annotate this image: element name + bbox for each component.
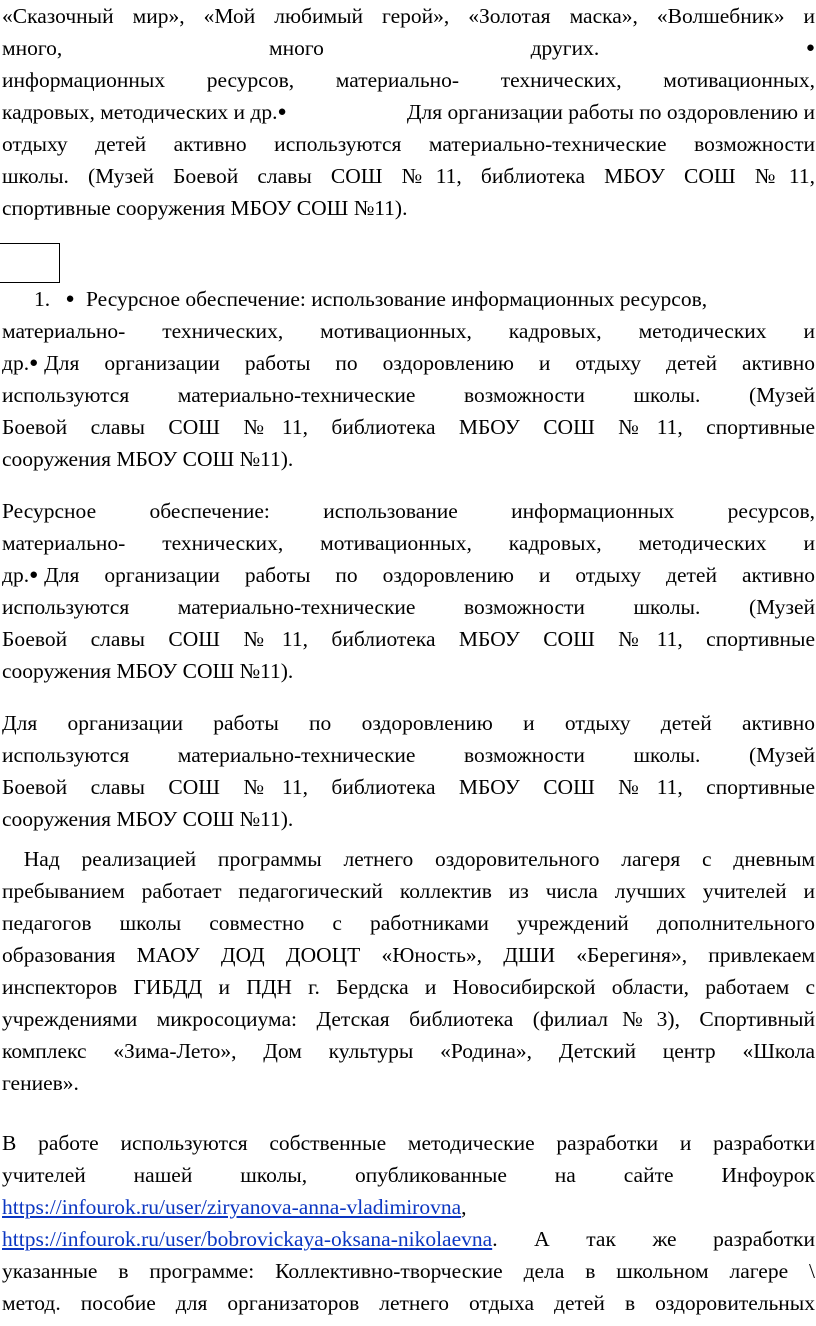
text-line: используются материально-технические возможности школы. (Музей bbox=[2, 743, 815, 767]
text-line: спортивные сооружения МБОУ СОШ №11). bbox=[2, 196, 408, 220]
text-line: используются материально-технические возможности школы. (Музей bbox=[2, 383, 815, 407]
numbered-list-item bbox=[2, 283, 815, 475]
text-line: Боевой славы СОШ №11, библиотека МБОУ СОШ №11, спортивные bbox=[2, 627, 815, 651]
text-line: «Сказочный мир», «Мой любимый герой», «Золотая маска», «Волшебник» и bbox=[2, 4, 815, 28]
text-line: сооружения МБОУ СОШ №11). bbox=[2, 659, 294, 683]
text-line: используются материально-технические возможности школы. (Музей bbox=[2, 595, 815, 619]
text-line: комплекс «Зима-Лето», Дом культуры «Родина», Детский центр «Школа bbox=[2, 1039, 815, 1063]
empty-frame-box bbox=[0, 243, 60, 283]
text-line: Боевой славы СОШ №11, библиотека МБОУ СОШ №11, спортивные bbox=[2, 415, 815, 439]
text-line: метод. пособие для организаторов летнего отдыха детей в оздоровительных bbox=[2, 1291, 815, 1315]
text-line: https://infourok.ru/user/bobrovickaya-oksana-nikolaevna . А так же разработки bbox=[2, 1223, 815, 1255]
bullet-icon: ● bbox=[29, 355, 39, 371]
text-line: Для организации работы по оздоровлению и отдыху детей активно bbox=[2, 711, 815, 735]
paragraph-continuation bbox=[2, 0, 815, 224]
text-line: материально- технических, мотивационных, кадровых, методических и bbox=[2, 531, 815, 555]
text-line: сооружения МБОУ СОШ №11). bbox=[2, 807, 294, 831]
list-number: 1. bbox=[34, 287, 51, 311]
text-line: указанные в программе: Коллективно-творческие дела в школьном лагере \ bbox=[2, 1259, 815, 1283]
infourok-link-ziryanova[interactable]: https://infourok.ru/user/ziryanova-anna-vladimirovna bbox=[2, 1195, 462, 1219]
paragraph-resources bbox=[2, 495, 815, 687]
text-line: кадровых, методических и др.● Для организации работы по оздоровлению и bbox=[2, 100, 815, 124]
text-line: Над реализацией программы летнего оздоровительного лагеря с дневным bbox=[2, 847, 815, 871]
paragraph-methods bbox=[2, 1127, 815, 1319]
bullet-icon: ● bbox=[29, 567, 39, 583]
paragraph-staff bbox=[2, 843, 815, 1099]
text-line: материально- технических, мотивационных, кадровых, методических и bbox=[2, 319, 815, 343]
text-line: отдыху детей активно используются материально-технические возможности bbox=[2, 132, 815, 156]
paragraph-organization bbox=[2, 707, 815, 835]
text-line: др.● Для организации работы по оздоровлению и отдыху детей активно bbox=[2, 351, 815, 375]
text-line: инспекторов ГИБДД и ПДН г. Бердска и Новосибирской области, работаем с bbox=[2, 975, 815, 999]
infourok-link-bobrovickaya[interactable]: https://infourok.ru/user/bobrovickaya-oksana-nikolaevna bbox=[2, 1227, 493, 1251]
text-line: др.● Для организации работы по оздоровлению и отдыху детей активно bbox=[2, 563, 815, 587]
text-line: https://infourok.ru/user/ziryanova-anna-vladimirovna, bbox=[2, 1195, 467, 1219]
text-line: сооружения МБОУ СОШ №11). bbox=[2, 447, 294, 471]
text-line: много, много других. ● bbox=[2, 32, 815, 64]
text-line: пребыванием работает педагогический коллектив из числа лучших учителей и bbox=[2, 879, 815, 903]
text-line: Ресурсное обеспечение: использование информационных ресурсов, bbox=[2, 499, 815, 523]
text-line: образования МАОУ ДОД ДООЦТ «Юность», ДШИ «Берегиня», привлекаем bbox=[2, 943, 815, 967]
text-line: информационных ресурсов, материально- технических, мотивационных, bbox=[2, 68, 815, 92]
bullet-icon: ● bbox=[65, 291, 75, 307]
text-line: 1. ● Ресурсное обеспечение: использование информационных ресурсов, bbox=[34, 287, 708, 311]
text-line: гениев». bbox=[2, 1071, 79, 1095]
bullet-icon: ● bbox=[805, 40, 815, 56]
text-line: учителей нашей школы, опубликованные на сайте Инфоурок bbox=[2, 1163, 815, 1187]
text-line: Боевой славы СОШ №11, библиотека МБОУ СОШ №11, спортивные bbox=[2, 775, 815, 799]
text-line: школы. (Музей Боевой славы СОШ №11, библиотека МБОУ СОШ №11, bbox=[2, 164, 815, 188]
text-line: учреждениями микросоциума: Детская библиотека (филиал№3), Спортивный bbox=[2, 1007, 815, 1031]
text-line: педагогов школы совместно с работниками учреждений дополнительного bbox=[2, 911, 815, 935]
bullet-icon: ● bbox=[277, 104, 287, 120]
text-line: В работе используются собственные методические разработки и разработки bbox=[2, 1131, 815, 1155]
